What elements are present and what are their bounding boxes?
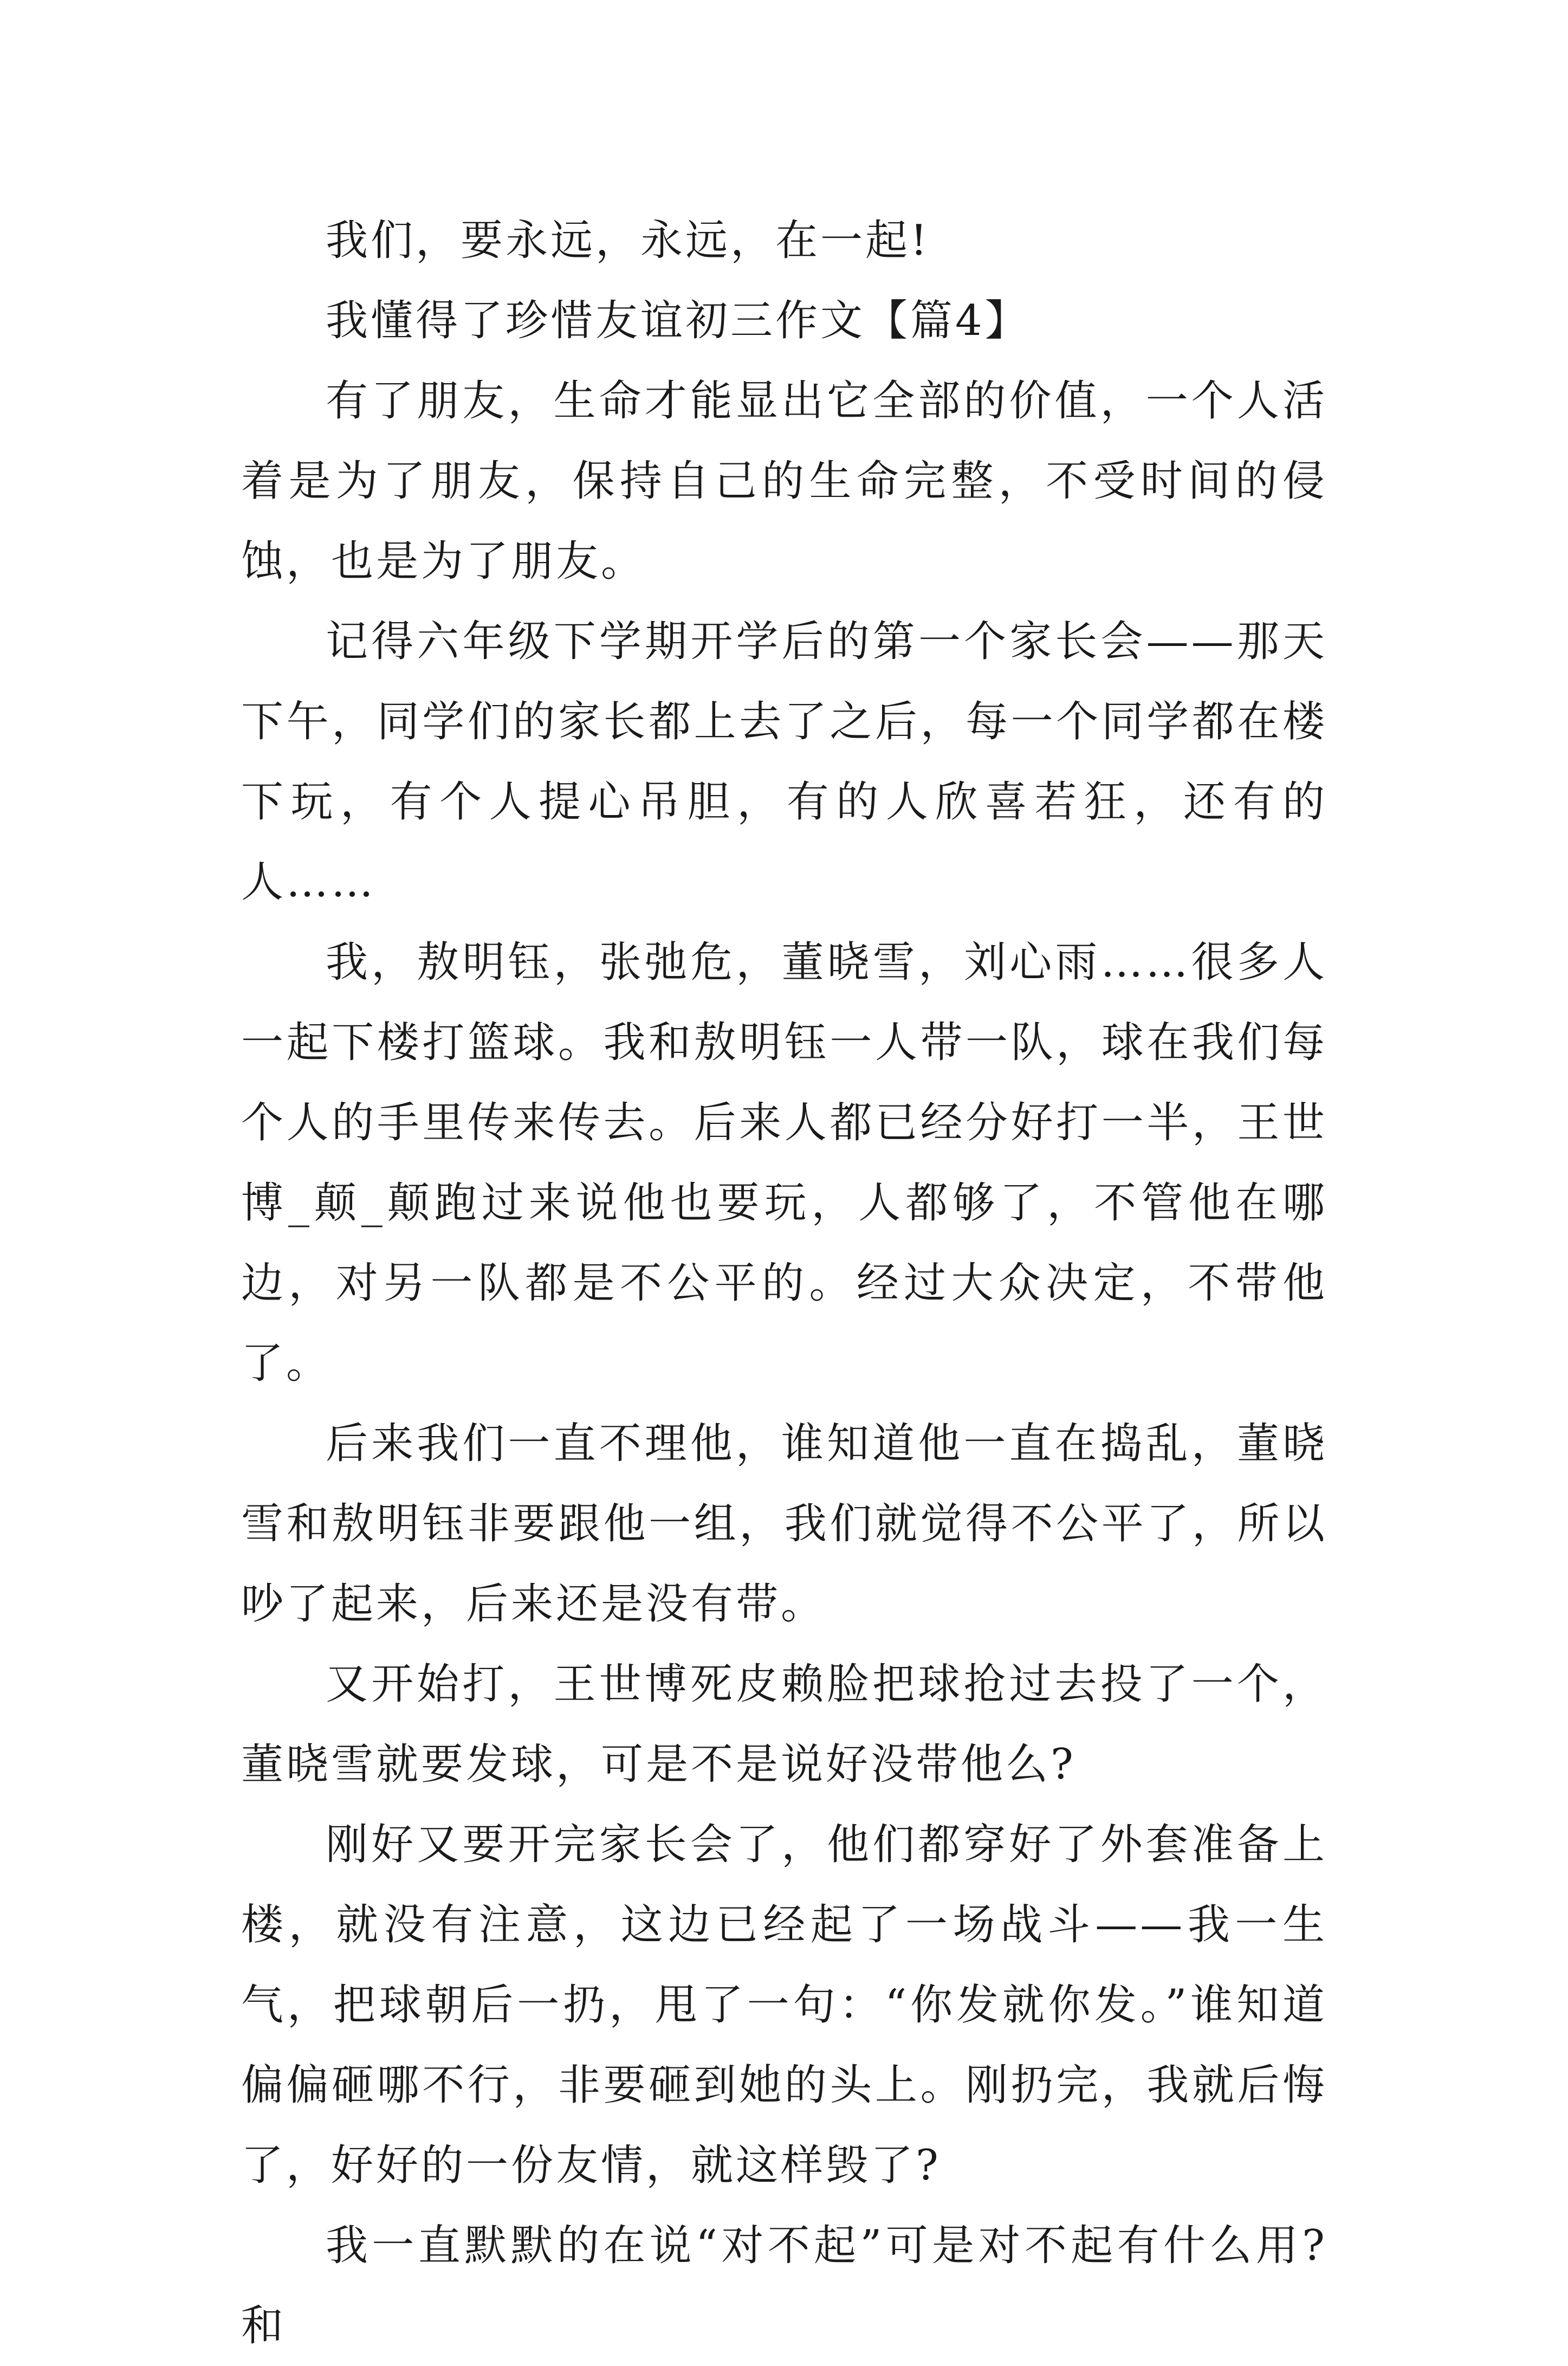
paragraph-closing-line: 我们，要永远，永远，在一起! [326, 216, 930, 265]
paragraph: 又开始打，王世博死皮赖脸把球抢过去投了一个，董晓雪就要发球，可是不是说好没带他么? [241, 1660, 1327, 1789]
document-body [241, 201, 1327, 2366]
paragraph: 后来我们一直不理他，谁知道他一直在捣乱，董晓雪和敖明钰非要跟他一组，我们就觉得不公平了，所以吵了起来，后来还是没有带。 [241, 1419, 1327, 1628]
essay-heading: 我懂得了珍惜友谊初三作文【篇4】 [326, 296, 1030, 345]
paragraph: 我一直默默的在说“对不起”可是对不起有什么用?和 [241, 2221, 1327, 2350]
paragraph: 刚好又要开完家长会了，他们都穿好了外套准备上楼，就没有注意，这边已经起了一场战斗——我一生气，把球朝后一扔，甩了一句：“你发就你发。”谁知道偏偏砸哪不行，非要砸到她的头上。刚扔完，我就后悔了，好好的一份友情，就这样毁了? [241, 1820, 1327, 2190]
paragraph: 有了朋友，生命才能显出它全部的价值，一个人活着是为了朋友，保持自己的生命完整，不受时间的侵蚀，也是为了朋友。 [241, 377, 1327, 586]
paragraph: 记得六年级下学期开学后的第一个家长会——那天下午，同学们的家长都上去了之后，每一个同学都在楼下玩，有个人提心吊胆，有的人欣喜若狂，还有的人…… [241, 617, 1327, 907]
paragraph: 我，敖明钰，张弛危，董晓雪，刘心雨……很多人一起下楼打篮球。我和敖明钰一人带一队，球在我们每个人的手里传来传去。后来人都已经分好打一半，王世博_颠_颠跑过来说他也要玩，人都够了，不管他在哪边，对另一队都是不公平的。经过大众决定，不带他了。 [241, 938, 1327, 1388]
